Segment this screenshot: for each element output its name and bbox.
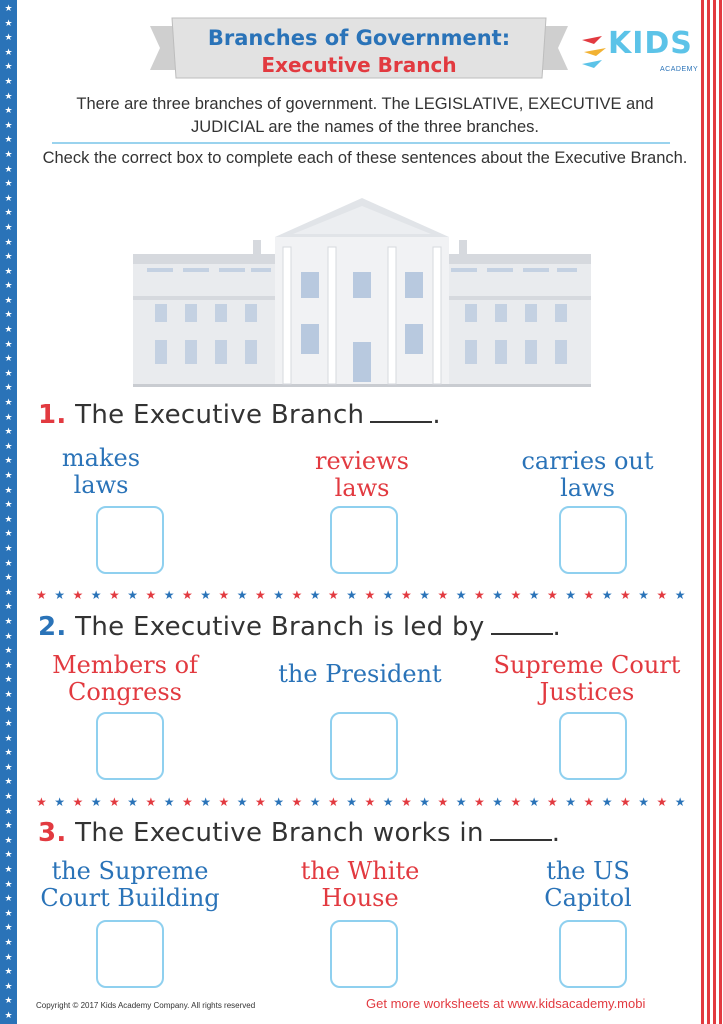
divider-star-icon: ★ [638,795,650,809]
divider-star-icon: ★ [401,795,412,809]
kids-academy-logo [580,22,700,80]
divider-star-icon: ★ [309,588,321,602]
divider-star-icon: ★ [72,588,84,602]
border-star-icon: ★ [4,792,13,803]
question-3 [38,818,560,848]
q2-option-1-checkbox[interactable] [96,712,164,780]
divider-star-icon: ★ [656,588,668,602]
border-star-icon: ★ [4,471,13,481]
border-star-icon: ★ [4,76,13,87]
intro-paragraph-1: There are three branches of government. The LEGISLATIVE, EXECUTIVE and JUDICIAL are the names of the three branches. [76,95,654,136]
divider-star-icon: ★ [255,795,266,809]
divider-star-icon: ★ [109,588,120,602]
right-stripe-border [701,0,723,1024]
border-star-icon: ★ [4,135,13,146]
page-title-line1: Branches of Government: [207,26,511,50]
border-star-icon: ★ [4,646,13,657]
intro-paragraph-2: Check the correct box to complete each of these sentences about the Executive Branch. [42,149,688,167]
divider-star-icon: ★ [273,588,285,602]
divider-star-icon: ★ [54,795,66,809]
left-star-column [0,0,17,1024]
border-star-icon: ★ [4,704,13,715]
border-star-icon: ★ [4,310,13,321]
divider-star-icon: ★ [601,588,613,602]
divider-star-icon: ★ [255,588,266,602]
border-star-icon: ★ [4,485,13,496]
border-star-icon: ★ [4,441,13,452]
divider-star-icon: ★ [601,795,613,809]
border-star-icon: ★ [4,266,13,277]
border-star-icon: ★ [4,821,13,832]
border-star-icon: ★ [4,149,13,160]
q2-option-1-label: Members of Congress [52,651,198,706]
q2-option-3-label: Supreme Court Justices [493,651,681,706]
divider-star-icon: ★ [309,795,321,809]
q3-option-2-checkbox[interactable] [330,920,398,988]
logo-text: KIDS [608,26,693,61]
q2-option-2-checkbox[interactable] [330,712,398,780]
border-star-icon: ★ [4,325,13,336]
divider-star-icon: ★ [218,795,230,809]
divider-star-icon: ★ [382,588,394,602]
divider-star-icon: ★ [583,588,595,602]
border-star-icon: ★ [4,368,13,379]
border-star-icon: ★ [4,456,13,467]
border-star-icon: ★ [4,514,13,525]
divider-star-icon: ★ [236,795,248,809]
border-star-icon: ★ [4,47,13,58]
divider-star-icon: ★ [620,795,631,809]
border-star-icon: ★ [4,719,13,730]
question-2-blank [491,613,553,635]
question-3-number: 3. [38,818,67,848]
q1-option-1-checkbox[interactable] [96,506,164,574]
q1-option-3-label: carries out laws [521,447,654,502]
title-banner [150,14,568,82]
divider-star-icon: ★ [200,795,212,809]
divider-star-icon: ★ [346,588,358,602]
divider-star-icon: ★ [36,795,47,809]
divider-star-icon: ★ [547,795,558,809]
question-2-text: The Executive Branch is led by [75,612,485,642]
question-2-end: . [552,612,562,642]
logo-subtext: ACADEMY [660,66,699,73]
divider-star-icon: ★ [419,795,431,809]
copyright-text: Copyright © 2017 Kids Academy Company. All rights reserved [36,1001,256,1010]
border-star-icon: ★ [4,689,13,700]
q1-option-2-label: reviews laws [315,447,409,502]
border-star-icon: ★ [4,193,13,204]
divider-star-icon: ★ [109,795,120,809]
star-divider-2 [36,795,686,809]
border-star-icon: ★ [4,120,13,131]
border-star-icon: ★ [4,879,13,890]
divider-star-icon: ★ [163,795,175,809]
border-star-icon: ★ [4,62,13,73]
border-star-icon: ★ [4,398,13,409]
divider-star-icon: ★ [674,588,686,602]
border-star-icon: ★ [4,500,13,511]
divider-star-icon: ★ [492,795,504,809]
border-star-icon: ★ [4,237,13,248]
border-star-icon: ★ [4,981,13,992]
border-star-icon: ★ [4,354,13,365]
divider-star-icon: ★ [364,588,376,602]
divider-star-icon: ★ [638,588,650,602]
border-star-icon: ★ [4,996,13,1007]
divider-star-icon: ★ [674,795,686,809]
border-star-icon: ★ [4,587,13,598]
divider-star-icon: ★ [583,795,595,809]
divider-star-icon: ★ [565,588,577,602]
border-star-icon: ★ [4,281,13,292]
divider-star-icon: ★ [346,795,358,809]
divider-star-icon: ★ [510,795,522,809]
border-star-icon: ★ [4,952,13,963]
border-star-icon: ★ [4,938,13,948]
border-star-icon: ★ [4,164,13,175]
divider-star-icon: ★ [291,588,303,602]
divider-star-icon: ★ [90,588,102,602]
q3-option-1-checkbox[interactable] [96,920,164,988]
border-star-icon: ★ [4,252,13,263]
divider-star-icon: ★ [182,588,193,602]
question-1-blank [370,401,432,423]
divider-star-icon: ★ [182,795,193,809]
divider-star-icon: ★ [163,588,175,602]
question-1-number: 1. [38,400,67,430]
border-star-icon: ★ [4,91,13,102]
border-star-icon: ★ [4,208,13,219]
divider-star-icon: ★ [656,795,668,809]
border-star-icon: ★ [4,339,13,350]
divider-star-icon: ★ [273,795,285,809]
divider-star-icon: ★ [620,588,631,602]
q3-option-2-label: the White House [300,857,420,912]
divider-star-icon: ★ [528,795,540,809]
divider-star-icon: ★ [145,588,157,602]
divider-star-icon: ★ [547,588,558,602]
divider-star-icon: ★ [218,588,230,602]
divider-star-icon: ★ [474,795,485,809]
border-star-icon: ★ [4,923,13,934]
border-star-icon: ★ [4,558,13,569]
border-star-icon: ★ [4,967,13,978]
border-star-icon: ★ [4,1010,13,1021]
divider-star-icon: ★ [328,795,339,809]
border-star-icon: ★ [4,908,13,919]
border-star-icon: ★ [4,616,13,627]
divider-star-icon: ★ [437,588,449,602]
q1-option-1-label: makes laws [61,444,141,499]
divider-star-icon: ★ [36,588,47,602]
divider-star-icon: ★ [437,795,449,809]
border-star-icon: ★ [4,835,13,846]
divider-star-icon: ★ [364,795,376,809]
border-star-icon: ★ [4,4,13,14]
divider-star-icon: ★ [565,795,577,809]
border-star-icon: ★ [4,762,13,773]
border-star-icon: ★ [4,179,13,190]
q1-option-2-checkbox[interactable] [330,506,398,574]
divider-star-icon: ★ [127,795,139,809]
white-house-illustration [133,192,591,387]
logo-swoosh-icon [580,32,610,72]
q3-option-1-label: the Supreme Court Building [40,857,220,912]
divider-star-icon: ★ [455,795,467,809]
intro-divider [52,142,670,144]
border-star-icon: ★ [4,412,13,423]
star-divider-1 [36,588,686,602]
border-star-icon: ★ [4,543,13,554]
question-1-end: . [432,400,441,430]
divider-star-icon: ★ [492,588,504,602]
divider-star-icon: ★ [455,588,467,602]
divider-star-icon: ★ [419,588,431,602]
border-star-icon: ★ [4,106,13,117]
border-star-icon: ★ [4,748,13,759]
q2-option-3-checkbox[interactable] [559,712,627,780]
question-3-blank [490,819,552,841]
divider-star-icon: ★ [54,588,66,602]
divider-star-icon: ★ [236,588,248,602]
question-2 [38,612,561,642]
border-star-icon: ★ [4,850,13,861]
question-3-text: The Executive Branch works in [75,818,484,848]
border-star-icon: ★ [4,777,13,788]
divider-star-icon: ★ [328,588,339,602]
border-star-icon: ★ [4,222,13,233]
divider-star-icon: ★ [291,795,303,809]
divider-star-icon: ★ [401,588,412,602]
divider-star-icon: ★ [200,588,212,602]
border-star-icon: ★ [4,602,13,613]
divider-star-icon: ★ [90,795,102,809]
question-1-text: The Executive Branch [75,400,365,430]
border-star-icon: ★ [4,529,13,540]
border-star-icon: ★ [4,675,13,686]
q2-option-2-label: the President [278,660,442,688]
border-star-icon: ★ [4,733,13,744]
divider-star-icon: ★ [528,588,540,602]
q1-option-3-checkbox[interactable] [559,506,627,574]
worksheets-link[interactable]: Get more worksheets at www.kidsacademy.mobi [366,996,646,1011]
border-star-icon: ★ [4,295,13,306]
question-3-end: . [551,818,561,848]
border-star-icon: ★ [4,383,13,394]
border-star-icon: ★ [4,18,13,29]
divider-star-icon: ★ [145,795,157,809]
page-title-line2: Executive Branch [261,53,457,77]
divider-star-icon: ★ [510,588,522,602]
border-star-icon: ★ [4,33,13,44]
border-star-icon: ★ [4,573,13,584]
question-2-number: 2. [38,612,67,642]
border-star-icon: ★ [4,894,13,905]
left-star-border [0,0,17,1024]
divider-star-icon: ★ [382,795,394,809]
q3-option-3-label: the US Capitol [544,857,632,912]
divider-star-icon: ★ [127,588,139,602]
border-star-icon: ★ [4,806,13,817]
q3-option-3-checkbox[interactable] [559,920,627,988]
border-star-icon: ★ [4,660,13,671]
divider-star-icon: ★ [72,795,84,809]
border-star-icon: ★ [4,631,13,642]
border-star-icon: ★ [4,865,13,876]
question-1 [38,400,441,430]
divider-star-icon: ★ [474,588,485,602]
border-star-icon: ★ [4,427,13,438]
